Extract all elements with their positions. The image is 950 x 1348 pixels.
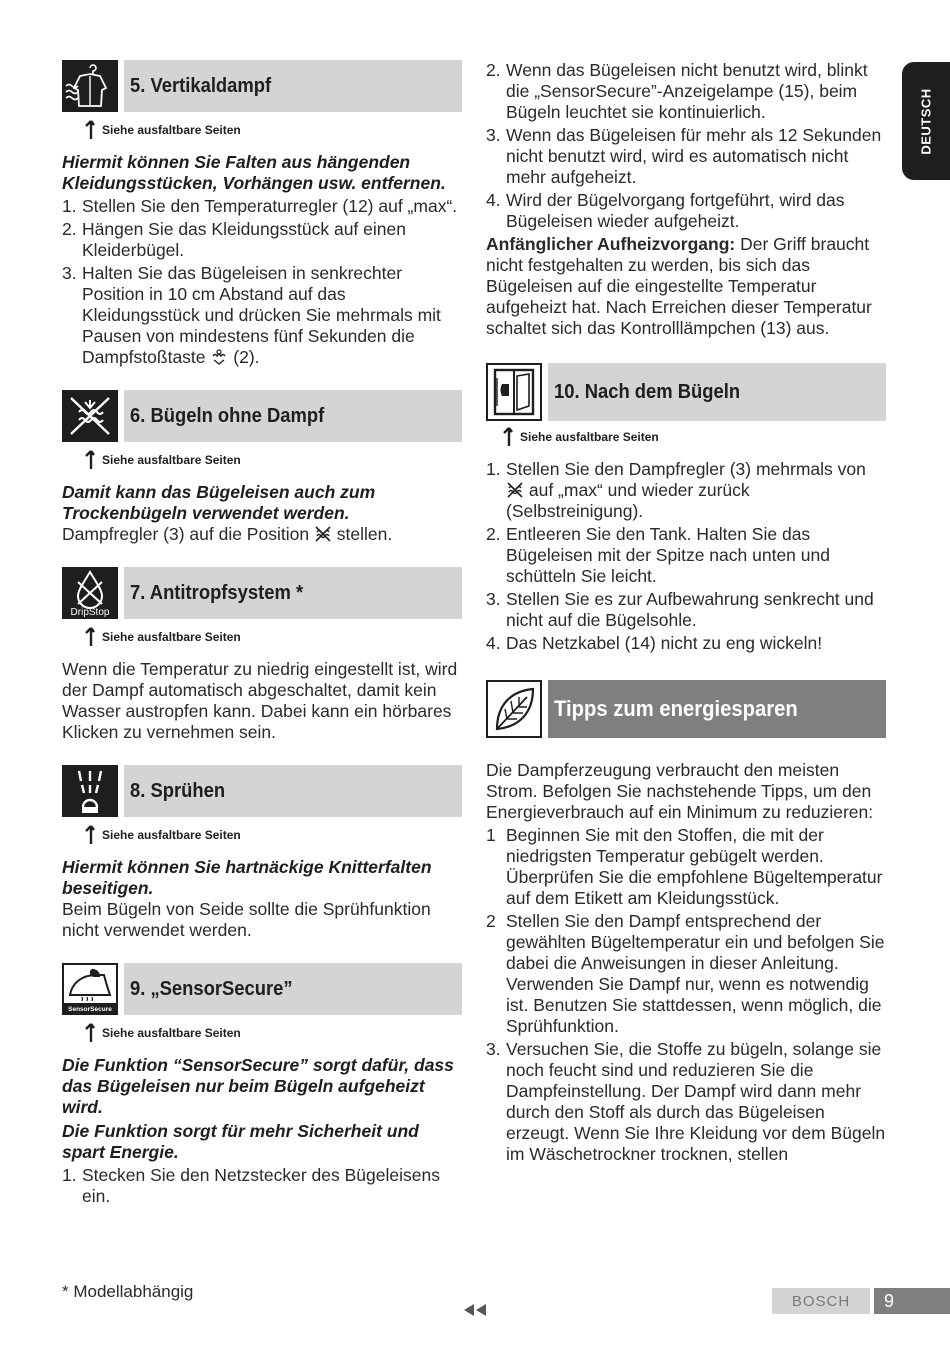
see-pages-label: Siehe ausfaltbare Seiten [102, 1026, 241, 1040]
brand-label: BOSCH [772, 1288, 870, 1314]
section-title-bar [124, 963, 462, 1015]
double-arrow-left-icon [462, 1302, 490, 1318]
section-title: Tipps zum energiesparen [554, 696, 798, 721]
footnote: * Modellabhängig [62, 1282, 194, 1301]
sensor-secure-icon [62, 963, 118, 1015]
list-item: 3. Stellen Sie es zur Aufbewahrung senkrecht und nicht auf die Bügelsohle. [486, 589, 874, 630]
see-pages-label: Siehe ausfaltbare Seiten [102, 123, 241, 137]
see-pages-note [84, 1023, 462, 1043]
section-title: 10. Nach dem Bügeln [554, 380, 741, 403]
section-intro-2: Die Funktion sorgt für mehr Sicherheit und spart Energie. [62, 1121, 419, 1162]
section-text: Die Dampferzeugung verbraucht den meisten Strom. Befolgen Sie nachstehende Tipps, um den Energieverbrauch auf ein Minimum zu reduzieren: [486, 760, 874, 822]
section-header [62, 567, 462, 619]
tips-list [486, 825, 886, 1165]
section-intro: Hiermit können Sie hartnäckige Knitterfalten beseitigen. [62, 857, 432, 898]
see-pages-label: Siehe ausfaltbare Seiten [102, 630, 241, 644]
section-intro: Damit kann das Bügeleisen auch zum Trockenbügeln verwendet werden. [62, 482, 376, 523]
arrow-up-icon [502, 427, 516, 447]
see-pages-note [84, 450, 462, 470]
sensor-secure-icon-label: SensorSecure [68, 1006, 112, 1013]
section-title: 9. „SensorSecure” [130, 977, 293, 1000]
arrow-up-icon [84, 120, 98, 140]
list-item: 3. Versuchen Sie, die Stoffe zu bügeln, solange sie noch feucht sind und reduzieren Sie die Dampfeinstellung. Der Dampf wird dann mehr durch den Stoff als durch das Bügeleisen erzeugt. Wenn Sie Ihre Kleidung vor dem Bügeln im Wäschetrockner trocknen, stellen [486, 1039, 886, 1164]
section-buegeln-ohne-dampf [62, 390, 462, 545]
section-antitropfsystem [62, 567, 462, 743]
see-pages-note [84, 825, 462, 845]
initial-heating-text: Anfänglicher Aufheizvorgang: Der Griff braucht nicht festgehalten zu werden, bis sich das Bügeleisen auf die eingestellte Temperatur aufgeheizt hat. Nach Erreichen dieser Temperatur schaltet sich das Kontrolllämpchen (13) aus. [486, 234, 872, 338]
steps-list [486, 459, 886, 654]
see-pages-label: Siehe ausfaltbare Seiten [520, 430, 659, 444]
section-title-bar [124, 765, 462, 817]
no-steam-symbol-icon [506, 481, 524, 499]
list-item: 3. Wenn das Bügeleisen für mehr als 12 Sekunden nicht benutzt wird, wird es automatisch nicht mehr aufgeheizt. [486, 125, 882, 187]
list-item: 2 Stellen Sie den Dampf entsprechend der gewählten Bügeltemperatur ein und befolgen Sie dabei die Anweisungen in dieser Anleitung. Verwenden Sie Dampf nur, wenn es notwendig ist. Benutzen Sie stattdessen, wenn möglich, die Sprühfunktion. [486, 911, 885, 1036]
section-header [62, 60, 462, 112]
section-energy-tips [486, 680, 886, 1165]
section-title: 6. Bügeln ohne Dampf [130, 404, 325, 427]
vertical-steam-icon [62, 60, 118, 112]
section-header [62, 390, 462, 442]
section-title-bar [548, 363, 886, 421]
right-column [486, 60, 886, 1187]
list-item: 1. Stecken Sie den Netzstecker des Bügeleisens ein. [62, 1165, 440, 1206]
list-item: 1. Stellen Sie den Temperaturregler (12) auf „max“. [62, 196, 458, 216]
list-item: 1 Beginnen Sie mit den Stoffen, die mit der niedrigsten Temperatur gebügelt werden. Überprüfen Sie die empfohlene Bügeltemperatur auf dem Etikett am Kleidungsstück. [486, 825, 883, 908]
language-tab [902, 62, 950, 180]
see-pages-label: Siehe ausfaltbare Seiten [102, 828, 241, 842]
section-title-bar [548, 680, 886, 738]
list-item: 2. Hängen Sie das Kleidungsstück auf einen Kleiderbügel. [62, 219, 406, 260]
section-header [62, 963, 462, 1015]
list-item: 3. Halten Sie das Bügeleisen in senkrechter Position in 10 cm Abstand auf das Kleidungsstück und drücken Sie mehrmals mit Pausen von mindestens fünf Sekunden die Dampfstoßtaste (2). [62, 263, 441, 367]
section-title: 7. Antitropfsystem * [130, 581, 304, 604]
arrow-up-icon [84, 825, 98, 845]
see-pages-label: Siehe ausfaltbare Seiten [102, 453, 241, 467]
section-sensorsecure [62, 963, 462, 1207]
arrow-up-icon [84, 450, 98, 470]
spray-icon [62, 765, 118, 817]
no-steam-icon [62, 390, 118, 442]
section-header [62, 765, 462, 817]
arrow-up-icon [84, 627, 98, 647]
leaf-icon [486, 680, 542, 738]
steps-list [62, 196, 462, 368]
footer-brand-bar [772, 1288, 950, 1314]
section-title-bar [124, 60, 462, 112]
section-spruehen [62, 765, 462, 941]
section-header [486, 363, 886, 421]
section-header [486, 680, 886, 738]
language-tab-label: DEUTSCH [918, 87, 934, 155]
section-title: 5. Vertikaldampf [130, 74, 272, 97]
section-text: Wenn die Temperatur zu niedrig eingestellt ist, wird der Dampf automatisch abgeschaltet, damit kein Wasser austropfen kann. Dabei kann ein hörbares Klicken zu vernehmen sein. [62, 659, 458, 742]
section-vertikaldampf [62, 60, 462, 368]
see-pages-note [84, 120, 462, 140]
section-text: Beim Bügeln von Seide sollte die Sprühfunktion nicht verwendet werden. [62, 899, 431, 940]
steps-list [62, 1165, 462, 1207]
drip-stop-icon-label: DripStop [70, 607, 110, 618]
steam-shot-icon [210, 348, 228, 366]
section-sensorsecure-continued [486, 60, 886, 339]
page-number: 9 [874, 1288, 950, 1314]
section-title-bar [124, 567, 462, 619]
arrow-up-icon [84, 1023, 98, 1043]
section-text: Dampfregler (3) auf die Position stellen. [62, 524, 393, 544]
left-column [62, 60, 462, 1229]
section-title: 8. Sprühen [130, 779, 226, 802]
see-pages-note [502, 427, 886, 447]
list-item: 2. Entleeren Sie den Tank. Halten Sie das Bügeleisen mit der Spitze nach unten und schütteln Sie leicht. [486, 524, 830, 586]
storage-cabinet-icon [486, 363, 542, 421]
section-nach-dem-buegeln [486, 363, 886, 654]
list-item: 4. Wird der Bügelvorgang fortgeführt, wird das Bügeleisen wieder aufgeheizt. [486, 190, 845, 231]
section-intro: Hiermit können Sie Falten aus hängenden Kleidungsstücken, Vorhängen usw. entfernen. [62, 152, 446, 193]
section-title-bar [124, 390, 462, 442]
list-item: 4. Das Netzkabel (14) nicht zu eng wickeln! [486, 633, 823, 653]
steps-list [486, 60, 886, 232]
drip-stop-icon [62, 567, 118, 619]
no-steam-symbol-icon [314, 525, 332, 543]
list-item: 1. Stellen Sie den Dampfregler (3) mehrmals von auf „max“ und wieder zurück (Selbstreinigung). [486, 459, 866, 521]
see-pages-note [84, 627, 462, 647]
list-item: 2. Wenn das Bügeleisen nicht benutzt wird, blinkt die „SensorSecure”-Anzeigelampe (15), beim Bügeln leuchtet sie kontinuierlich. [486, 60, 868, 122]
section-intro: Die Funktion “SensorSecure” sorgt dafür, dass das Bügeleisen nur beim Bügeln aufgeheizt wird. [62, 1055, 454, 1117]
